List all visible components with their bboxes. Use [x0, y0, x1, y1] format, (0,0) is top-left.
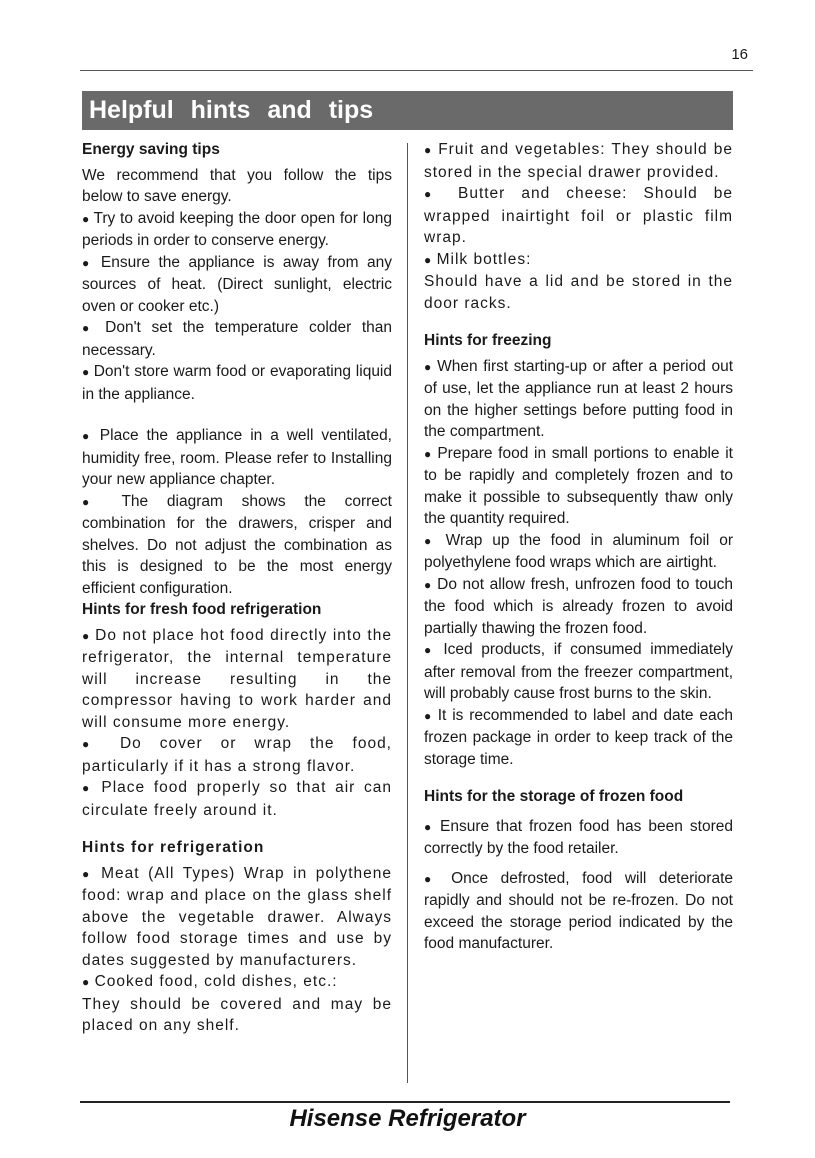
fresh-food-tip: ● Do not place hot food directly into the refrigerator, the internal temperature will increase resulting in the compressor having to work harder and will consume more energy. [82, 625, 392, 734]
freezing-heading: Hints for freezing [424, 332, 552, 349]
footer-rule [80, 1101, 730, 1103]
refrigeration-tip: ● Cooked food, cold dishes, etc.: [82, 971, 392, 994]
freezing-tip: ● When first starting-up or after a period out of use, let the appliance run at least 2 hours on the higher settings before putting food in the compartment. [424, 356, 733, 443]
freezing-tip: ● Prepare food in small portions to enable it to be rapidly and completely frozen and to make it possible to subsequently thaw only the quantity required. [424, 443, 733, 530]
brand-footer: Hisense Refrigerator [289, 1105, 526, 1132]
freezing-tip: ● It is recommended to label and date each frozen package in order to keep track of the storage time. [424, 705, 733, 771]
section-banner: Helpful hints and tips [82, 91, 733, 130]
energy-tip: ● Don't set the temperature colder than necessary. [82, 317, 392, 361]
page-number: 16 [731, 46, 748, 63]
refrigeration-note: They should be covered and may be placed on any shelf. [82, 995, 392, 1034]
storage-tip-milk: ● Milk bottles: [424, 249, 733, 272]
freezing-tip: ● Iced products, if consumed immediately after removal from the freezer compartment, will probably cause frost burns to the skin. [424, 639, 733, 705]
energy-tip: ● Don't store warm food or evaporating liquid in the appliance. [82, 361, 392, 405]
energy-intro: We recommend that you follow the tips below to save energy. [82, 166, 392, 205]
energy-tip: ● Place the appliance in a well ventilated, humidity free, room. Please refer to Installing your new appliance chapter. [82, 425, 392, 491]
energy-tip: ● Try to avoid keeping the door open for long periods in order to conserve energy. [82, 208, 392, 252]
refrigeration-heading: Hints for refrigeration [82, 839, 265, 856]
fresh-food-tip: ● Place food properly so that air can circulate freely around it. [82, 777, 392, 821]
fresh-food-heading: Hints for fresh food refrigeration [82, 601, 322, 618]
refrigeration-tip: ● Meat (All Types) Wrap in polythene food: wrap and place on the glass shelf above the vegetable drawer. Always follow food storage times and use by dates suggested by manufacturers. [82, 863, 392, 972]
right-column [424, 139, 733, 955]
energy-tip: ● Ensure the appliance is away from any sources of heat. (Direct sunlight, electric oven or cooker etc.) [82, 252, 392, 318]
frozen-storage-tip: ● Once defrosted, food will deteriorate rapidly and should not be re-frozen. Do not exceed the storage period indicated by the food manufacturer. [424, 868, 733, 955]
storage-tip-fruit: ● Fruit and vegetables: They should be stored in the special drawer provided. [424, 139, 733, 183]
column-divider [407, 143, 408, 1083]
storage-tip-milk-note: Should have a lid and be stored in the door racks. [424, 273, 733, 312]
energy-tip: ● The diagram shows the correct combination for the drawers, crisper and shelves. Do not adjust the combination as this is designed to be the most energy efficient configuration. [82, 491, 392, 600]
frozen-storage-heading: Hints for the storage of frozen food [424, 788, 684, 805]
storage-tip-butter: ● Butter and cheese: Should be wrapped inairtight foil or plastic film wrap. [424, 183, 733, 249]
left-column [82, 139, 392, 1037]
frozen-storage-tip: ● Ensure that frozen food has been stored correctly by the food retailer. [424, 816, 733, 860]
header-rule [80, 70, 753, 71]
freezing-tip: ● Wrap up the food in aluminum foil or polyethylene food wraps which are airtight. [424, 530, 733, 574]
fresh-food-tip: ● Do cover or wrap the food, particularly if it has a strong flavor. [82, 733, 392, 777]
energy-heading: Energy saving tips [82, 141, 220, 158]
freezing-tip: ● Do not allow fresh, unfrozen food to touch the food which is already frozen to avoid partially thawing the frozen food. [424, 574, 733, 640]
